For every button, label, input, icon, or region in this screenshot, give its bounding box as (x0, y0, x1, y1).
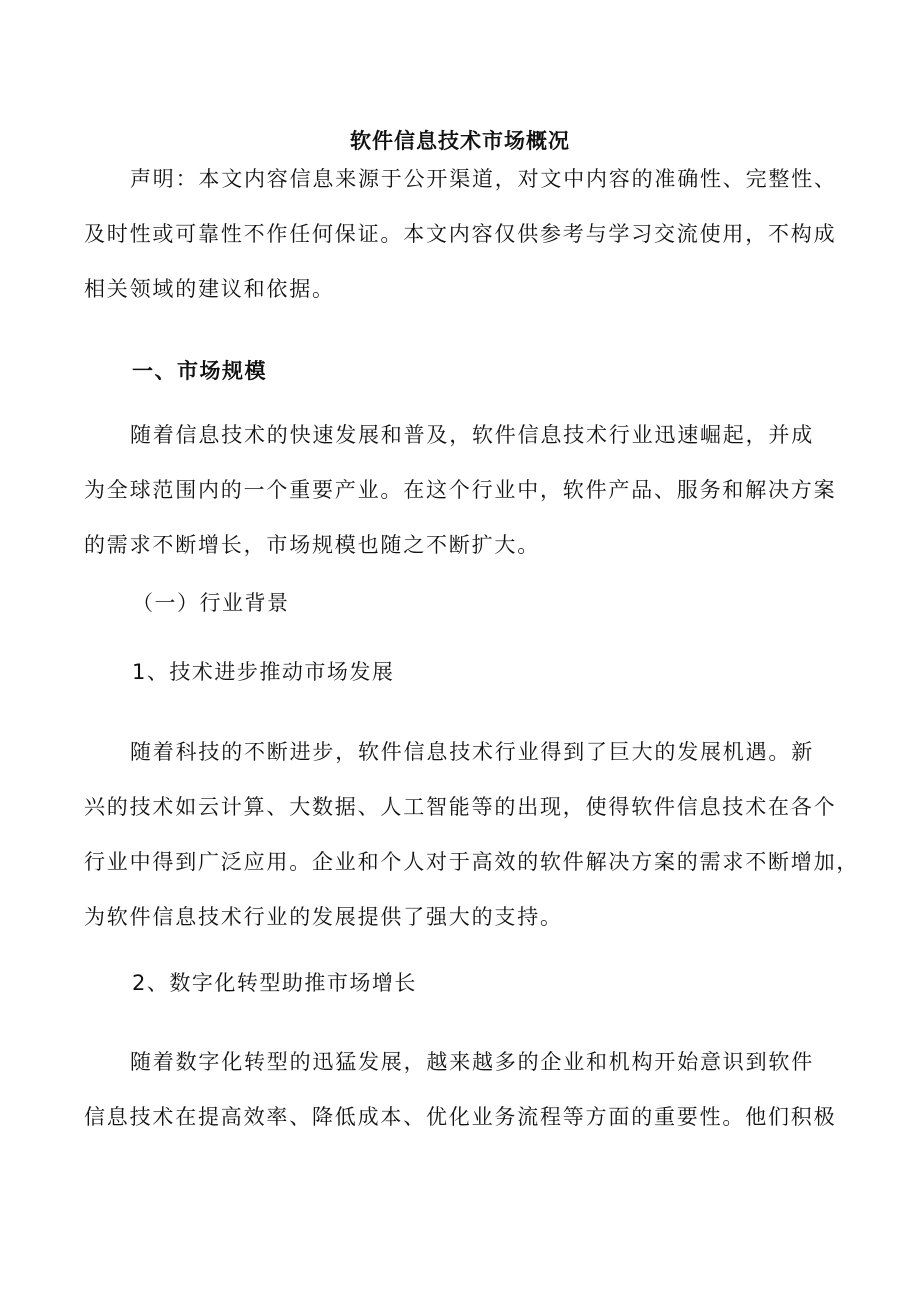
item-2-paragraph (84, 1035, 854, 1145)
paragraph-line: 随着数字化转型的迅猛发展，越来越多的企业和机构开始意识到软件 (130, 1050, 814, 1074)
item-heading-tech-progress: 1、技术进步推动市场发展 (132, 660, 395, 684)
disclaimer-line: 及时性或可靠性不作任何保证。本文内容仅供参考与学习交流使用，不构成 (84, 222, 837, 246)
paragraph-line: 随着信息技术的快速发展和普及，软件信息技术行业迅速崛起，并成 (130, 423, 814, 447)
paragraph-line: 信息技术在提高效率、降低成本、优化业务流程等方面的重要性。他们积极 (84, 1105, 837, 1129)
disclaimer-paragraph (84, 152, 854, 317)
item-heading-digital-transformation: 2、数字化转型助推市场增长 (132, 971, 417, 995)
disclaimer-line: 相关领域的建议和依据。 (84, 277, 335, 301)
paragraph-line: 随着科技的不断进步，软件信息技术行业得到了巨大的发展机遇。新 (130, 740, 814, 764)
section-heading-market-size: 一、市场规模 (132, 359, 267, 383)
document-title: 软件信息技术市场概况 (350, 129, 570, 153)
item-1-paragraph (84, 725, 860, 945)
subsection-heading-industry-background: （一）行业背景 (132, 591, 290, 615)
paragraph-line: 为软件信息技术行业的发展提供了强大的支持。 (84, 905, 563, 929)
paragraph-line: 兴的技术如云计算、大数据、人工智能等的出现，使得软件信息技术在各个 (84, 795, 837, 819)
paragraph-line: 行业中得到广泛应用。企业和个人对于高效的软件解决方案的需求不断增加， (84, 850, 860, 874)
section-1-paragraph (84, 408, 854, 573)
disclaimer-line: 声明：本文内容信息来源于公开渠道，对文中内容的准确性、完整性、 (130, 167, 837, 191)
paragraph-line: 为全球范围内的一个重要产业。在这个行业中，软件产品、服务和解决方案 (84, 478, 837, 502)
paragraph-line: 的需求不断增长，市场规模也随之不断扩大。 (84, 533, 540, 557)
